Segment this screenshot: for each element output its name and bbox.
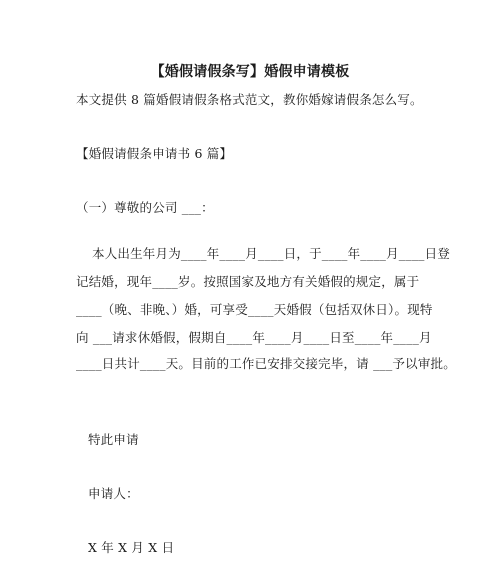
intro-text: 本文提供 8 篇婚假请假条格式范文，教你婚嫁请假条怎么写。 (76, 92, 423, 107)
section-heading: 【婚假请假条申请书 6 篇】 (76, 146, 233, 161)
body-line-5: ____日共计____天。目前的工作已安排交接完毕，请 ___予以审批。 (76, 356, 456, 371)
body-line-2: 记结婚，现年____岁。按照国家及地方有关婚假的规定，属于 (76, 274, 420, 289)
body-line-4: 向 ___请求休婚假，假期自____年____月____日至____年____月 (76, 330, 432, 345)
salutation: （一）尊敬的公司 ___： (76, 200, 214, 215)
document-title: 【婚假请假条写】婚假申请模板 (150, 64, 350, 80)
closing-text: 特此申请 (88, 432, 139, 447)
body-line-1: 本人出生年月为____年____月____日，于____年____月____日登 (92, 246, 451, 261)
body-line-3: ____（晚、非晚、）婚，可享受____天婚假（包括双休日）。现特 (76, 302, 433, 317)
date-line: X 年 X 月 X 日 (88, 540, 175, 555)
applicant-label: 申请人： (88, 486, 139, 501)
